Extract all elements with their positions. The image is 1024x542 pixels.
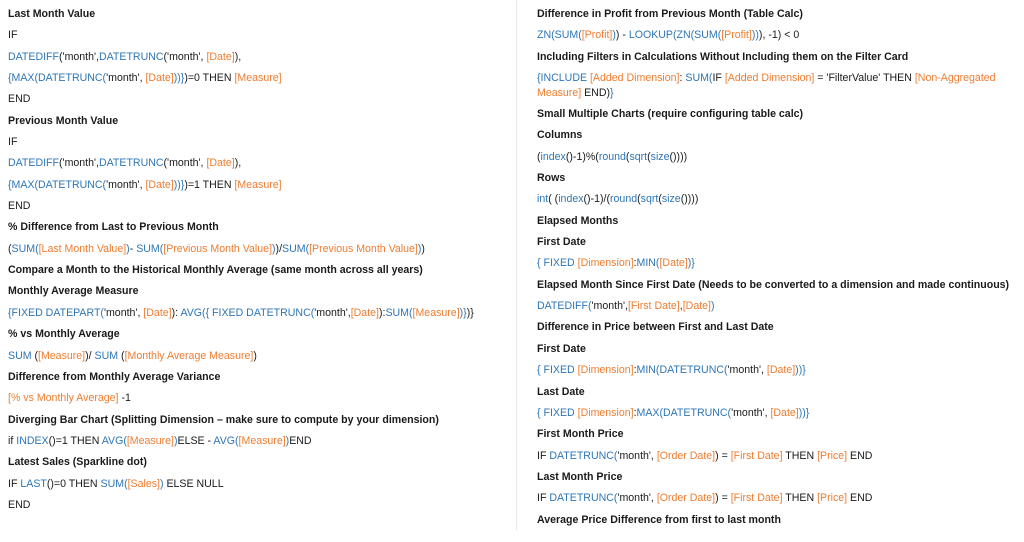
text-token: : [633, 257, 637, 270]
text-token: Average Price Difference from first to last month [537, 513, 781, 526]
text-token: : [679, 72, 686, 85]
field-token: [% vs Monthly Average] [8, 392, 119, 405]
field-token: [Date] [659, 257, 688, 270]
text-token: First Month Price [537, 428, 624, 441]
code-line [8, 153, 508, 174]
code-line [8, 47, 508, 68]
text-token: ) = [715, 449, 731, 462]
text-token: Latest Sales (Sparkline dot) [8, 456, 147, 469]
text-token: END [8, 93, 31, 106]
code-line [537, 296, 1007, 317]
code-line [8, 89, 508, 110]
function-token: ) [417, 242, 422, 255]
text-token: ( [625, 150, 630, 163]
text-token: )=0 THEN [184, 72, 235, 85]
heading-pct-difference [8, 217, 508, 238]
text-token: )} [466, 306, 474, 319]
code-line [537, 147, 1007, 168]
text-token: ( [637, 193, 641, 206]
text-token: 'month', [591, 300, 628, 313]
text-token: IF [8, 29, 18, 42]
heading-including-filters [537, 47, 1007, 68]
field-token: [Date] [206, 50, 235, 63]
function-token: DATETRUNC( [549, 492, 618, 505]
function-token: { FIXED [537, 257, 578, 270]
heading-first-date-2 [537, 339, 1007, 360]
field-token: [Measure] [126, 434, 174, 447]
function-token: DATEDIFF( [537, 300, 592, 313]
text-token: Last Month Price [537, 470, 623, 483]
code-line [8, 239, 508, 260]
text-token: END [847, 492, 873, 505]
code-line [8, 346, 508, 367]
code-line [8, 132, 508, 153]
code-line [537, 25, 1007, 46]
text-token: Difference from Monthly Average Variance [8, 370, 221, 383]
text-token: ()-1)%( [565, 150, 599, 163]
text-token: ): [378, 306, 386, 319]
text-token: IF [8, 136, 18, 149]
text-token: Columns [537, 129, 583, 142]
heading-columns [537, 125, 1007, 146]
field-token: [Previous Month Value] [309, 242, 418, 255]
field-token: [Order Date] [656, 449, 716, 462]
text-token: 'month', [731, 406, 771, 419]
function-token: INDEX [16, 434, 49, 447]
field-token: [Sales] [127, 477, 160, 490]
text-token: ) [253, 349, 257, 362]
function-token: MIN( [636, 257, 660, 270]
text-token: ), [234, 157, 242, 170]
function-token: ))} [795, 364, 806, 377]
function-token: ) [612, 29, 616, 42]
function-token: } [610, 86, 614, 99]
field-token: [Date] [350, 306, 379, 319]
heading-monthly-average-measure [8, 281, 508, 302]
text-token: IF [712, 72, 725, 85]
heading-small-multiple-charts [537, 104, 1007, 125]
text-token: ()=0 THEN [46, 477, 101, 490]
function-token: DATEDIFF [8, 157, 60, 170]
field-token: [Added Dimension] [589, 72, 680, 85]
field-token: [Order Date] [656, 492, 716, 505]
text-token: ) - [615, 29, 629, 42]
text-token: Compare a Month to the Historical Monthly Average (same month across all years) [8, 264, 423, 277]
function-token: ))} [173, 72, 185, 85]
function-token: {MAX(DATETRUNC( [8, 72, 107, 85]
text-token: END [8, 200, 31, 213]
function-token: SUM [8, 349, 35, 362]
function-token: MIN(DATETRUNC( [636, 364, 728, 377]
function-token: AVG( [101, 434, 127, 447]
text-token: 'month', [617, 492, 657, 505]
text-token: Rows [537, 172, 566, 185]
field-token: [Date] [766, 364, 796, 377]
function-token: SUM [94, 349, 122, 362]
text-token: First Date [537, 342, 586, 355]
function-token: ) [126, 242, 130, 255]
code-line [8, 388, 508, 409]
text-token: Elapsed Months [537, 214, 619, 227]
function-token: { FIXED [537, 364, 578, 377]
function-token: index [558, 193, 584, 206]
code-line [8, 196, 508, 217]
function-token: )} [687, 257, 695, 270]
code-line [8, 25, 508, 46]
heading-elapsed-months [537, 211, 1007, 232]
field-token: [Non-Aggregated Measure] [537, 72, 996, 99]
code-line [8, 303, 508, 324]
text-token: First Date [537, 236, 586, 249]
heading-previous-month-value [8, 111, 508, 132]
text-token: - [129, 242, 137, 255]
function-token: DATETRUNC [98, 50, 164, 63]
text-token: ()))) [669, 150, 688, 163]
text-token: ), [234, 50, 242, 63]
function-token: SUM( [282, 242, 310, 255]
text-token: if [8, 434, 17, 447]
text-token: ): [171, 306, 181, 319]
field-token: [Date] [143, 306, 172, 319]
text-token: IF [8, 477, 21, 490]
text-token: 'month', [106, 178, 146, 191]
text-token: 'month', [727, 364, 767, 377]
text-token: : [633, 406, 637, 419]
function-token: AVG( [180, 306, 206, 319]
field-token: [Measure] [238, 434, 286, 447]
text-token: Last Date [537, 385, 585, 398]
text-token: 'month', [103, 306, 144, 319]
function-token: SUM( [100, 477, 128, 490]
field-token: [Dimension] [577, 406, 634, 419]
text-token: ( [34, 349, 39, 362]
text-token: Last Month Value [8, 8, 96, 20]
text-token: % vs Monthly Average [8, 328, 120, 341]
heading-last-month-value [8, 4, 508, 25]
function-token: SUM( [136, 242, 164, 255]
function-token: ))} [173, 178, 185, 191]
field-token: [Added Dimension] [724, 72, 815, 85]
text-token: -1 [118, 392, 131, 405]
heading-difference-in-price [537, 317, 1007, 338]
text-token: Previous Month Value [8, 114, 119, 127]
code-line [8, 68, 508, 89]
column-divider [516, 0, 517, 530]
function-token: SUM( [385, 306, 413, 319]
text-token: ELSE NULL [163, 477, 224, 490]
function-token: ))} [798, 406, 810, 419]
field-token: [Price] [817, 449, 848, 462]
heading-latest-sales-sparkline [8, 452, 508, 473]
text-token: )/ [85, 349, 95, 362]
text-token: % Difference from Last to Previous Month [8, 221, 219, 234]
field-token: [Dimension] [577, 364, 634, 377]
function-token: { FIXED DATETRUNC( [205, 306, 315, 319]
text-token: ) [421, 242, 425, 255]
text-token: ()=1 THEN [48, 434, 102, 447]
code-line [537, 360, 1007, 381]
function-token: ) [272, 242, 276, 255]
text-token: Monthly Average Measure [8, 285, 139, 298]
text-token: THEN [782, 492, 818, 505]
function-token: AVG( [213, 434, 239, 447]
text-token: ( [8, 242, 12, 255]
code-line [537, 403, 1007, 424]
text-token: 'month', [314, 306, 351, 319]
function-token: size [661, 193, 681, 206]
text-token: Difference in Price between First and Last Date [537, 321, 774, 334]
text-token: = 'FilterValue' THEN [814, 72, 915, 85]
field-token: [First Date] [730, 449, 783, 462]
function-token: sqrt [640, 193, 659, 206]
field-token: [First Date] [730, 492, 783, 505]
field-token: [Measure] [234, 72, 282, 85]
field-token: [Measure] [38, 349, 86, 362]
function-token: LAST [20, 477, 47, 490]
function-token: SUM( [685, 72, 713, 85]
text-token: ('month', [59, 50, 99, 63]
code-line [537, 446, 1007, 467]
heading-average-price-difference [537, 510, 1007, 531]
field-token: [Profit] [581, 29, 613, 42]
text-token: END) [581, 86, 611, 99]
text-token: 'month', [106, 72, 146, 85]
heading-first-month-price [537, 424, 1007, 445]
heading-difference-monthly-average-variance [8, 367, 508, 388]
text-token: ( [537, 150, 541, 163]
text-token: ('month', [59, 157, 99, 170]
field-token: [Date] [206, 157, 235, 170]
function-token: ZN(SUM( [537, 29, 582, 42]
text-token: : [633, 364, 637, 377]
code-line [537, 253, 1007, 274]
text-token: END [8, 498, 31, 511]
text-token: ( [658, 193, 662, 206]
function-token: )) [751, 29, 759, 42]
function-token: ) [711, 300, 715, 313]
field-token: [Monthly Average Measure] [124, 349, 254, 362]
field-token: [Profit] [721, 29, 752, 42]
text-token: THEN [782, 449, 818, 462]
text-token: ( ( [548, 193, 559, 206]
heading-last-month-price [537, 467, 1007, 488]
field-token: [Date] [682, 300, 711, 313]
function-token: SUM( [11, 242, 39, 255]
text-token: Difference in Profit from Previous Month (Table Calc) [537, 8, 803, 20]
text-token: Small Multiple Charts (require configuring table calc) [537, 108, 804, 121]
field-token: [Date] [145, 178, 174, 191]
text-token: , [679, 300, 683, 313]
function-token: sqrt [629, 150, 648, 163]
code-line [8, 175, 508, 196]
right-column [537, 4, 1010, 531]
function-token: DATEDIFF [8, 50, 60, 63]
code-line [537, 488, 1007, 509]
heading-diverging-bar-chart [8, 410, 508, 431]
text-token: Diverging Bar Chart (Splitting Dimension – make sure to compute by your dimension) [8, 413, 439, 426]
text-token: ('month', [163, 50, 207, 63]
function-token: )} [459, 306, 467, 319]
text-token: IF [537, 492, 550, 505]
text-token: END [847, 449, 873, 462]
text-token: ( [121, 349, 125, 362]
text-token: Elapsed Month Since First Date (Needs to be converted to a dimension and made continuous) [537, 278, 1010, 291]
field-token: [Last Month Value] [38, 242, 127, 255]
text-token: )=1 THEN [184, 178, 235, 191]
field-token: [First Date] [627, 300, 680, 313]
heading-elapsed-months-since-first-date [537, 275, 1010, 296]
text-token: IF [537, 449, 550, 462]
text-token: ('month', [163, 157, 207, 170]
function-token: DATETRUNC [98, 157, 164, 170]
text-token: 'month', [617, 449, 657, 462]
field-token: [Price] [817, 492, 848, 505]
field-token: [Previous Month Value] [163, 242, 273, 255]
function-token: index [540, 150, 566, 163]
code-line [537, 189, 1007, 210]
field-token: [Dimension] [577, 257, 634, 270]
code-line [8, 495, 508, 516]
function-token: {MAX(DATETRUNC( [8, 178, 107, 191]
function-token: size [650, 150, 670, 163]
field-token: [Date] [770, 406, 799, 419]
code-line [8, 431, 508, 452]
code-line-wrapped [537, 71, 1007, 100]
text-token: ( [647, 150, 651, 163]
function-token: ) [160, 477, 164, 490]
heading-last-date [537, 382, 1007, 403]
function-token: ) [285, 434, 290, 447]
text-token: )/ [275, 242, 283, 255]
text-token: ), -1) < 0 [758, 29, 800, 42]
field-token: [Measure] [234, 178, 282, 191]
left-column [8, 4, 508, 516]
function-token: DATETRUNC( [549, 449, 618, 462]
heading-rows [537, 168, 1007, 189]
text-token: END [289, 434, 312, 447]
text-token: ()))) [680, 193, 699, 206]
field-token: [Measure] [412, 306, 460, 319]
function-token: {FIXED DATEPART( [8, 306, 104, 319]
text-token: ELSE - [177, 434, 214, 447]
function-token: MAX(DATETRUNC( [636, 406, 732, 419]
function-token: round [598, 150, 626, 163]
field-token: [Date] [145, 72, 174, 85]
text-token: ()-1)/( [583, 193, 611, 206]
function-token: round [610, 193, 638, 206]
code-line [8, 474, 508, 495]
function-token: ) [173, 434, 178, 447]
heading-difference-profit-previous-month [537, 4, 1007, 25]
function-token: int [537, 193, 549, 206]
text-token: ) = [715, 492, 731, 505]
heading-pct-vs-monthly-average [8, 324, 508, 345]
text-token: Including Filters in Calculations Without Including them on the Filter Card [537, 50, 909, 63]
function-token: {INCLUDE [537, 72, 590, 85]
function-token: LOOKUP(ZN(SUM( [628, 29, 722, 42]
heading-first-date [537, 232, 1007, 253]
heading-compare-month-historical [8, 260, 508, 281]
function-token: { FIXED [537, 406, 578, 419]
